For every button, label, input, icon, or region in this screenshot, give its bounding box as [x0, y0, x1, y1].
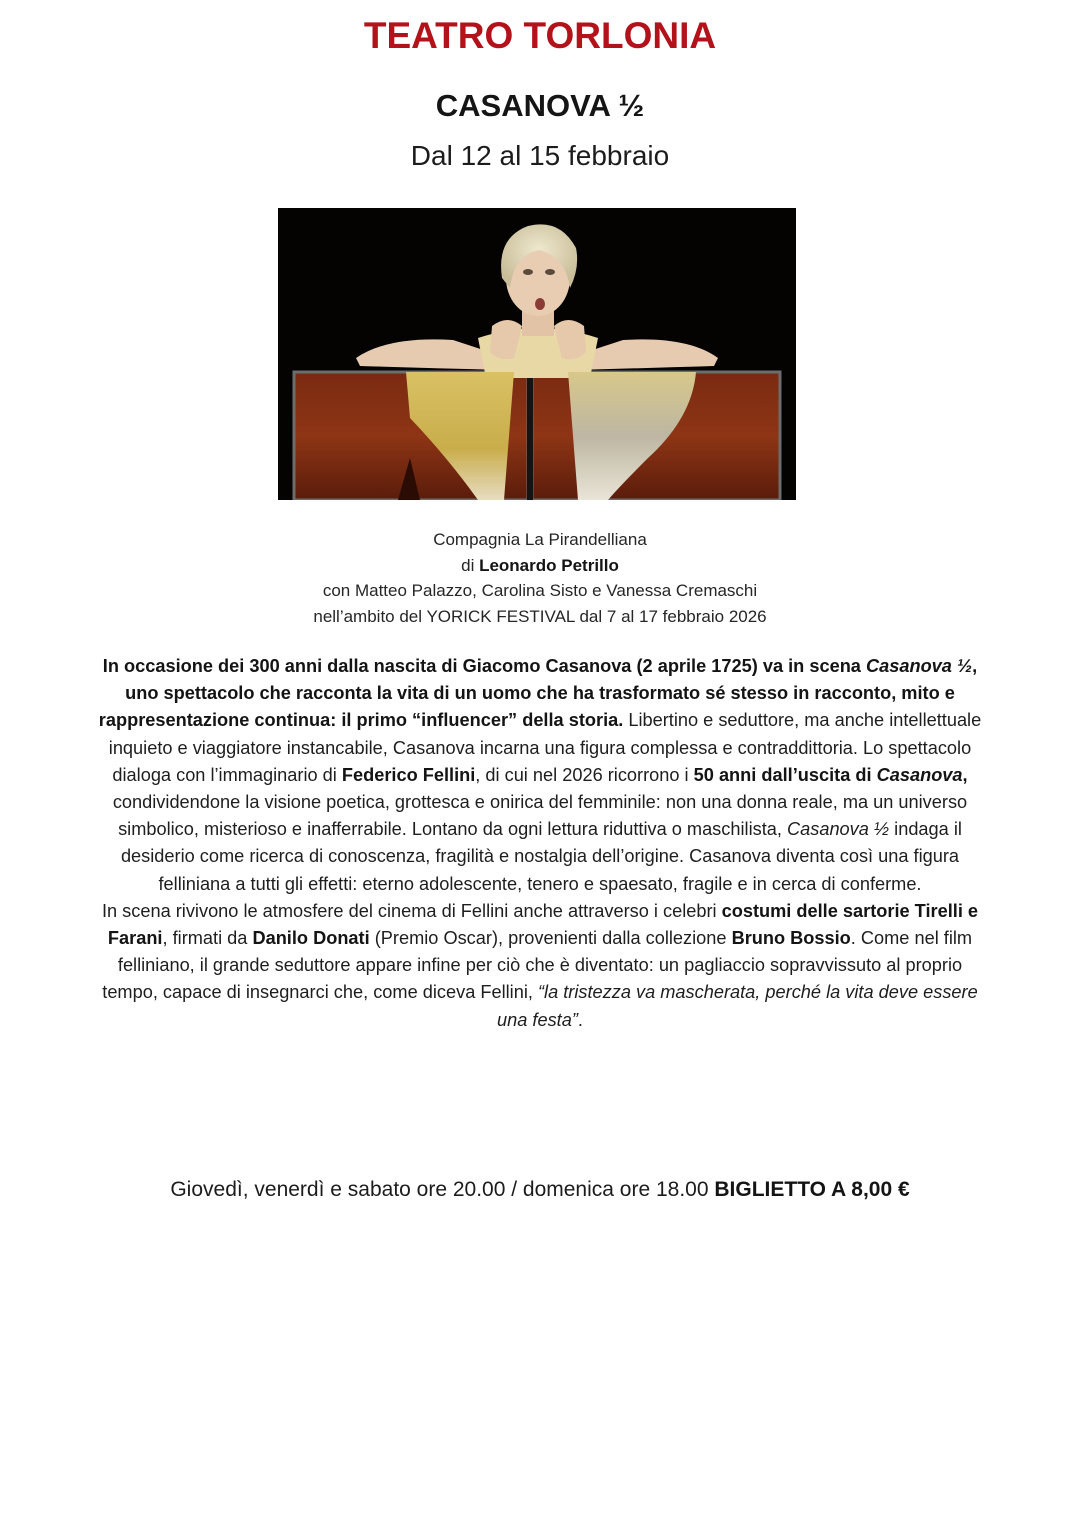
- text-segment: , firmati da: [162, 928, 253, 949]
- text-segment: tempo, capace di insegnarci che, come diceva Fellini,: [102, 982, 538, 1003]
- description-line: [0, 816, 1080, 843]
- text-segment: . Come nel film: [850, 928, 973, 949]
- emphasized-text: Federico Fellini: [341, 764, 476, 785]
- emphasized-text: Leonardo Petrillo: [479, 555, 619, 575]
- description-line: [0, 789, 1080, 816]
- emphasized-text: Farani: [107, 928, 163, 949]
- show-dates: Dal 12 al 15 febbraio: [410, 140, 670, 171]
- text-segment: (Premio Oscar), provenienti dalla collezione: [369, 928, 732, 949]
- description-line: [0, 653, 1080, 680]
- text-segment: , di cui nel 2026 ricorrono i: [475, 764, 694, 785]
- description-line: [0, 898, 1080, 925]
- emphasized-text: una festa”: [497, 1009, 578, 1030]
- emphasized-text: uno spettacolo che racconta la vita di un uomo che ha trasformato sé stesso in racconto, mito e: [125, 683, 955, 704]
- text-segment: .: [577, 1009, 583, 1030]
- text-segment: con Matteo Palazzo, Carolina Sisto e Vanessa Cremaschi: [322, 581, 758, 600]
- description-line: [0, 735, 1080, 762]
- emphasized-text: Casanova ½: [865, 656, 973, 676]
- text-segment: desiderio come ricerca di conoscenza, fragilità e nostalgia dell’origine. Casanova diventa così una figura: [120, 846, 960, 867]
- emphasized-text: costumi delle sartorie Tirelli e: [721, 900, 979, 921]
- stage-photo: [278, 208, 796, 500]
- text-segment: dialoga con l’immaginario di: [112, 764, 342, 785]
- text-segment: In scena rivivono le atmosfere del cinema di Fellini anche attraverso i celebri: [101, 900, 722, 921]
- credits-line: [0, 553, 1080, 579]
- description-line: [0, 952, 1080, 979]
- description-line: [0, 871, 1080, 898]
- emphasized-text: ,: [962, 764, 968, 785]
- text-segment: di: [461, 555, 480, 575]
- text-segment: Libertino e seduttore, ma anche intellettuale: [623, 710, 982, 731]
- emphasized-text: ,: [972, 656, 978, 676]
- emphasized-text: rappresentazione continua: il primo “influencer” della storia.: [98, 710, 624, 731]
- description-line: [0, 762, 1080, 789]
- text-segment: inquieto e viaggiatore instancabile, Casanova incarna una figura complessa e contraddittoria. Lo spettacolo: [108, 737, 972, 758]
- text-segment: nell’ambito del YORICK FESTIVAL dal 7 al 17 febbraio 2026: [313, 606, 767, 626]
- description-line: [0, 843, 1080, 870]
- description-line: [0, 925, 1080, 952]
- text-segment: Compagnia La Pirandelliana: [433, 530, 647, 549]
- text-segment: indaga il: [889, 819, 962, 840]
- performer-image: [278, 208, 796, 500]
- emphasized-text: Danilo Donati: [252, 928, 370, 949]
- description-line: [0, 680, 1080, 707]
- description-line: [0, 707, 1080, 734]
- credits-line: [0, 604, 1080, 630]
- emphasized-text: Bruno Bossio: [731, 928, 851, 949]
- emphasized-text: “la tristezza va mascherata, perché la vita deve essere: [537, 982, 978, 1003]
- show-description: [0, 653, 1080, 1034]
- text-segment: condividendone la visione poetica, grottesca e onirica del femminile: non una donna reale, ma un universo: [112, 792, 968, 813]
- show-title: CASANOVA ½: [435, 88, 645, 123]
- credits-line: [0, 527, 1080, 553]
- description-line: [0, 979, 1080, 1006]
- emphasized-text: In occasione dei 300 anni dalla nascita di Giacomo Casanova (2 aprile 1725) va in scena: [102, 656, 866, 676]
- text-segment: simbolico, misterioso e inafferrabile. Lontano da ogni lettura riduttiva o maschilista,: [118, 819, 787, 840]
- text-segment: Giovedì, venerdì e sabato ore 20.00 / domenica ore 18.00: [170, 1178, 715, 1201]
- emphasized-text: 50 anni dall’uscita di: [693, 764, 877, 785]
- text-segment: felliniana a tutti gli effetti: eterno adolescente, tenero e spaesato, fragile e in cerca di conferme.: [158, 873, 922, 894]
- emphasized-text: Casanova: [876, 764, 963, 785]
- emphasized-text: BIGLIETTO A 8,00 €: [714, 1178, 910, 1201]
- description-line: [0, 1007, 1080, 1034]
- credits-line: [0, 578, 1080, 604]
- credits-block: [0, 527, 1080, 629]
- venue-title: TEATRO TORLONIA: [363, 15, 717, 56]
- emphasized-text: Casanova ½: [786, 819, 890, 840]
- schedule-and-price: [0, 1176, 1080, 1204]
- text-segment: felliniano, il grande seduttore appare infine per ciò che è diventato: un pagliaccio sopravvissuto al proprio: [117, 955, 963, 976]
